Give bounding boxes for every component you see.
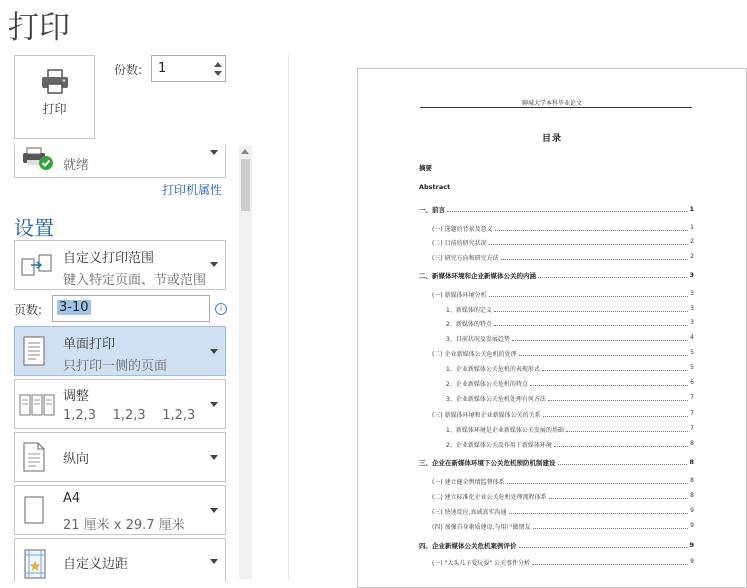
toc-entry-page: 3 <box>690 319 694 326</box>
toc-title: 目录 <box>541 134 562 144</box>
toc-entry-text: 二、新媒体环境和企业新媒体公关的内涵 <box>419 272 536 280</box>
toc-entry <box>446 364 694 373</box>
toc-entry-page: 6 <box>690 379 694 386</box>
toc-entry-text: (三) 新媒体环境和企业新媒体公关的关系 <box>432 412 541 419</box>
setting-title: 自定义边距 <box>63 557 129 572</box>
toc-leader <box>566 425 688 432</box>
toc-leader <box>489 290 689 297</box>
header-rule <box>420 107 692 108</box>
setting-subtitle: 1,2,3 1,2,3 1,2,3 <box>63 408 196 423</box>
scrollbar-thumb[interactable] <box>241 159 250 211</box>
setting-single-sided[interactable] <box>14 326 226 376</box>
print-preview-page <box>357 68 747 588</box>
scroll-up-icon[interactable] <box>241 149 249 154</box>
toc-entry <box>432 492 694 501</box>
toc-leader <box>501 253 689 260</box>
print-button[interactable] <box>14 55 95 139</box>
toc-leader <box>447 205 687 212</box>
toc-leader <box>543 410 689 417</box>
toc-entry <box>419 458 694 467</box>
setting-subtitle: 21 厘米 x 29.7 厘米 <box>63 518 185 533</box>
printer-status: 就绪 <box>63 158 90 173</box>
setting-orientation[interactable] <box>14 432 226 482</box>
setting-paper-size[interactable] <box>14 485 226 535</box>
single-sided-icon <box>23 336 47 368</box>
toc-entry-page: 9 <box>690 522 694 529</box>
chevron-down-icon <box>210 402 218 407</box>
toc-entry-text: Abstract <box>419 183 451 191</box>
toc-entry-page: 3 <box>690 305 694 312</box>
toc-entry-page: 3 <box>690 290 694 297</box>
toc-entry-text: 3、企业新媒体公关危机处理有何方法 <box>446 396 546 403</box>
pages-value: 3-10 <box>59 300 89 315</box>
toc-leader <box>494 319 688 326</box>
toc-entry-page: 2 <box>690 238 694 245</box>
chevron-down-icon <box>210 349 218 354</box>
toc-entry-text: (三) 研究方向和研究方法 <box>432 255 499 262</box>
toc-entry-page: 8 <box>689 458 694 466</box>
toc-entry-text: (二) 建立标准化企业公关危机处理流程体系 <box>432 494 547 501</box>
printer-icon <box>40 69 70 95</box>
toc-leader <box>519 541 688 548</box>
toc-entry-text: 一、前言 <box>419 206 445 214</box>
toc-entry <box>432 253 694 262</box>
portrait-icon <box>23 442 47 474</box>
toc-entry-page: 1 <box>689 205 694 213</box>
toc-entry-page: 1 <box>690 224 694 231</box>
toc-entry-page: 9 <box>689 541 694 549</box>
pages-input[interactable] <box>52 295 210 322</box>
toc-entry <box>432 507 694 516</box>
toc-leader <box>507 477 689 484</box>
printer-properties-link[interactable]: 打印机属性 <box>162 183 223 197</box>
toc-entry <box>432 349 694 358</box>
settings-heading: 设置 <box>14 216 54 240</box>
toc-entry-page: 8 <box>690 440 694 447</box>
toc-leader <box>533 522 689 529</box>
toc-entry-text: 1、企业新媒体公关危机的表现形式 <box>446 366 540 373</box>
toc-entry <box>432 238 694 247</box>
toc-leader <box>538 271 687 278</box>
toc-entry <box>419 163 694 172</box>
toc-entry-page: 2 <box>690 253 694 260</box>
toc-entry-text: (四) 加强自身素质建设,与用户做朋友 <box>432 524 531 531</box>
toc-entry-page: 8 <box>690 477 694 484</box>
toc-entry <box>419 271 694 280</box>
chevron-down-icon <box>210 455 218 460</box>
toc-entry-page: 5 <box>690 349 694 356</box>
stepper-up-icon[interactable] <box>214 62 222 67</box>
setting-title: A4 <box>63 491 81 506</box>
toc-entry-text: 四、企业新媒体公关危机案例评价 <box>419 542 517 550</box>
toc-leader <box>542 364 688 371</box>
toc-leader <box>549 492 689 499</box>
toc-entry <box>432 558 694 567</box>
copies-stepper[interactable] <box>151 55 226 82</box>
toc-entry-page: 7 <box>690 394 694 401</box>
toc-entry-page: 7 <box>690 410 694 417</box>
setting-print-range[interactable] <box>14 240 226 290</box>
toc-entry <box>446 394 694 403</box>
toc-entry-page: 5 <box>690 364 694 371</box>
toc-leader <box>495 224 689 231</box>
toc-entry-text: 三、企业在新媒体环境下公关危机预防机制建设 <box>419 459 556 467</box>
chevron-down-icon <box>210 559 218 564</box>
margins-icon <box>24 549 48 579</box>
setting-title: 自定义打印范围 <box>63 251 155 266</box>
toc-entry-page: 9 <box>690 558 694 565</box>
chevron-down-icon <box>210 262 218 267</box>
page-title: 打印 <box>8 10 70 46</box>
toc-entry <box>446 379 694 388</box>
toc-entry <box>432 224 694 233</box>
setting-title: 单面打印 <box>63 337 116 352</box>
toc-leader <box>512 334 688 341</box>
copies-value: 1 <box>158 61 167 76</box>
setting-subtitle: 只打印一侧的页面 <box>63 359 168 374</box>
chevron-down-icon <box>210 508 218 513</box>
toc-entry-page: 8 <box>690 492 694 499</box>
toc-leader <box>530 379 688 386</box>
toc-entry <box>432 410 694 419</box>
toc-entry-text: (一) "大头儿子爱玩耍" 公关事件分析 <box>432 560 531 567</box>
stepper-down-icon[interactable] <box>214 71 222 76</box>
toc-entry <box>446 440 694 449</box>
toc-leader <box>532 558 688 565</box>
setting-title: 纵向 <box>63 452 90 467</box>
toc-entry <box>432 477 694 486</box>
panel-divider <box>288 55 289 579</box>
toc-entry-text: 摘要 <box>419 164 432 172</box>
print-button-label: 打印 <box>42 102 67 116</box>
chevron-down-icon <box>210 150 218 155</box>
toc-leader <box>558 458 688 465</box>
page-range-icon <box>21 253 53 279</box>
setting-subtitle: 键入特定页面、节或范围 <box>63 273 207 288</box>
setting-collate[interactable] <box>14 379 226 429</box>
printer-selector[interactable] <box>14 145 226 178</box>
info-icon[interactable]: i <box>215 303 227 315</box>
toc-entry-page: 3 <box>689 271 694 279</box>
toc-entry-text: 1、新媒体环境是企业新媒体公关发展的基础 <box>446 427 564 434</box>
toc-entry <box>446 305 694 314</box>
toc-entry-text: 2、企业新媒体公关危机的特点 <box>446 381 528 388</box>
toc-leader <box>509 507 689 514</box>
toc-leader <box>489 238 689 245</box>
printer-ready-icon <box>21 147 55 171</box>
toc-entry-text: (一) 建立健全舆情监督体系 <box>432 479 505 486</box>
toc-entry-text: 1、新媒体的定义 <box>446 307 492 314</box>
toc-entry-text: (一) 新媒体环境分析 <box>432 292 487 299</box>
toc-entry-page: 9 <box>690 507 694 514</box>
toc-entry <box>419 205 694 214</box>
pages-label: 页数: <box>14 303 43 317</box>
toc-entry-text: 2、企业新媒体公关反作用于新媒体环境 <box>446 442 552 449</box>
settings-scrollbar[interactable] <box>239 146 252 579</box>
toc-entry-text: (一) 选题的背景及意义 <box>432 226 493 233</box>
toc-entry-text: (三) 快速反应,真诚真实沟通 <box>432 509 507 516</box>
copies-label: 份数: <box>114 63 143 77</box>
page-header: 聊城大学本科毕业论文 <box>521 100 582 107</box>
toc-entry <box>432 522 694 531</box>
toc-leader <box>548 394 688 401</box>
toc-entry-text: (二) 企业新媒体公关危机的处理 <box>432 351 517 358</box>
toc-entry <box>419 541 694 550</box>
toc-entry-text: 3、目前状况及发展趋势 <box>446 336 510 343</box>
setting-title: 调整 <box>63 389 90 404</box>
paper-size-icon <box>24 496 46 526</box>
toc-entry-text: 2、新媒体的特点 <box>446 321 492 328</box>
toc-entry <box>446 334 694 343</box>
toc-leader <box>554 440 688 447</box>
toc-entry <box>432 290 694 299</box>
toc-entry-page: 4 <box>690 334 694 341</box>
setting-margins[interactable] <box>14 538 226 582</box>
toc-leader <box>519 349 689 356</box>
toc-entry <box>446 319 694 328</box>
toc-entry <box>446 425 694 434</box>
collate-icon <box>19 392 55 418</box>
toc-entry-text: (二) 目前的研究状况 <box>432 240 487 247</box>
toc-entry-page: 7 <box>690 425 694 432</box>
toc-leader <box>494 305 688 312</box>
toc-entry <box>419 183 694 191</box>
